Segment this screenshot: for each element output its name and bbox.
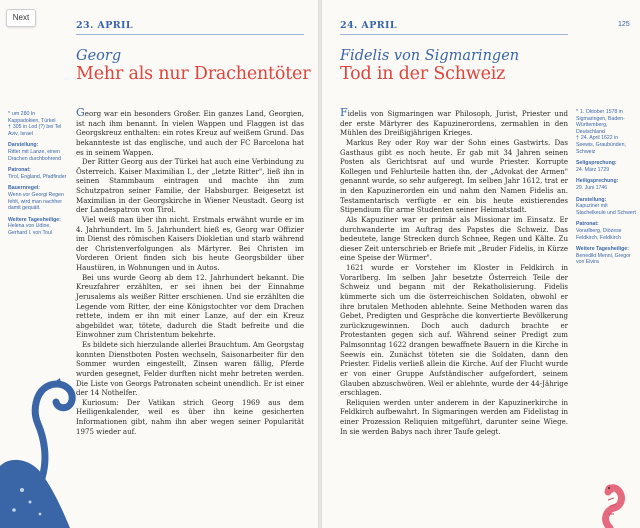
page-number-right: 125: [618, 21, 630, 28]
patronage-value: Tirol, England, Pfadfinder: [8, 173, 67, 180]
rule-label: Bauernregel:: [8, 185, 40, 192]
death-fact: 24. April 1622 in Seewis, Graubünden, Schweiz: [576, 135, 626, 155]
paragraph: Reliquien werden unter anderem in der Kapuzinerkirche in Feldkirch aufbewahrt. In Sigmaringen werden am Fidelistag in einer Prozession Reliquien mitgeführt, darunter seine Wiege. In sie werden Babys nach ihrer Taufe gelegt.: [340, 397, 568, 436]
cross-icon: †: [576, 135, 579, 142]
seahorse-icon: [0, 378, 96, 528]
more-saints-label: Weitere Tagesheilige:: [576, 246, 629, 253]
paragraph: Georg war ein besonders Großer. Ein ganzes Land, Georgien, ist nach ihm benannt. In vielen Wappen und Flaggen ist das Georgskreuz enthalten: ein rotes Kreuz auf weißem Grund. Das bekannteste ist das englische, und auch der FC Barcelona hat es in seinem Wappen.: [76, 106, 304, 157]
beatification-label: Seligsprechung:: [576, 160, 617, 167]
paragraph: Als Kapuziner war er primär als Missionar im Einsatz. Er durchwanderte im Auftrag des Papstes die Schweiz. Das bedeutete, lange Strecken durch Schnee, Regen und Kälte. Zu dieser Zeit unterschrieb er Briefe mit „Bruder Fidelis, in Kürze eine Speise der Würmer".: [340, 214, 568, 263]
depiction-value: Ritter mit Lanze, einen Drachen durchbohrend: [8, 148, 62, 162]
depiction-label: Darstellung:: [8, 142, 39, 149]
birth-icon: *: [576, 109, 579, 115]
birth-fact: 1. Oktober 1578 in Sigmaringen, Baden-Württemberg, Deutschland: [576, 109, 625, 135]
death-fact: 305 in Lod (?) bei Tel Aviv, Israel: [8, 124, 62, 137]
next-button[interactable]: Next: [6, 9, 36, 27]
paragraph: Es bildete sich hierzulande allerlei Brauchtum. Am Georgstag konnten Dienstboten Posten wechseln, Saisonarbeiter für den Sommer wurden eingestellt, Zinsen waren fällig, Pferde wurden gesegnet, Felder durften nicht mehr betreten werden. Die Liste von Georgs Patronaten scheint unendlich. Er ist einer der 14 Nothelfer.: [76, 340, 304, 398]
header-rule: [340, 34, 568, 35]
date-left: 23. APRIL: [76, 20, 133, 31]
headline-right: Tod in der Schweiz: [340, 64, 506, 84]
right-page: [322, 0, 640, 528]
more-saints-value: Benedikt Menni, Gregor von Elvira: [576, 252, 631, 266]
rule-value: Wenn vor Georgi Regen fehlt, wird man nachher damit gequält.: [8, 191, 64, 212]
depiction-value: Kapuziner mit Stachelkeule und Schwert: [576, 203, 636, 216]
paragraph: Der Ritter Georg aus der Türkei hat auch eine Verbindung zu Österreich. Kaiser Maximilian I., der „letzte Ritter", ließ ihn in seinen Stammbaum eintragen und machte ihn zum Schutzpatron seiner Familie, der Habsburger. Beigesetzt ist Maximilian in der Georgskirche in Wiener Neustadt. Georg ist der Landespatron von Tirol.: [76, 157, 304, 215]
patronage-label: Patronat:: [8, 167, 31, 174]
article-body-right: [340, 108, 568, 436]
left-page: [0, 0, 318, 528]
paragraph: Markus Rey oder Roy war der Sohn eines Gastwirts. Das Gasthaus gibt es noch heute. Er gab mit 34 Jahren seinen Posten als Gerichtsrat auf und wurde Priester. Korrupte Kollegen und Fehlurteile hatten ihn, der „Advokat der Armen" genannt wurde, so sehr aufgeregt. Im selben Jahr 1612, trat er in den Kapuzinerorden ein und nahm den Namen Fidelis an. Testamentarisch verfügte er ein bis heute existierendes Stipendium für arme Studenten seiner Heimatstadt.: [340, 137, 568, 215]
patronage-value: Vorarlberg, Diözese Feldkirch, Feldkirch: [576, 227, 622, 241]
paragraph: Fidelis von Sigmaringen war Philosoph, Jurist, Priester und der erste Märtyrer des Kapuzinerordens, zermahlen in den Mühlen des Dreißigjährigen Krieges.: [340, 106, 568, 138]
paragraph: 1621 wurde er Vorsteher im Kloster in Feldkirch in Vorarlberg. Im selben Jahr besetzte Österreich Teile der Schweiz und begann mit der Rekatholisierung. Fidelis kümmerte sich um die österreichischen Soldaten, obwohl er ihre brutalen Methoden ablehnte. Seine Methoden waren das Gebet, Predigten und Gespräche die konvertierte Bevölkerung zurückzugewinnen. Doch auch dadurch brachte er Protestanten gegen sich auf. Während seiner Predigt zum Palmsonntag 1622 drangen bewaffnete Bauern in die Kirche in Seewis ein. Zunächst töteten sie die Soldaten, dann den Priester. Fidelis verließ allein die Kirche. Auf der Flucht wurde er von einer Gruppe Aufständischer aufgefordert, seinem Glauben abzuschwören. Weil er ablehnte, wurde der 44-Jährige erschlagen.: [340, 263, 568, 398]
paragraph: Kuriosum: Der Vatikan strich Georg 1969 aus dem Heiligenkalender, weil es über ihn keine gesicherten Informationen gibt, nahm ihn aber wegen seiner Popularität 1975 wieder auf.: [76, 397, 304, 436]
cross-icon: †: [8, 124, 11, 131]
birth-fact: um 280 In Kappadokien, Türkei: [8, 111, 56, 124]
depiction-label: Darstellung:: [576, 196, 607, 203]
worm-icon: [588, 476, 634, 528]
saint-name-right: Fidelis von Sigmaringen: [340, 48, 520, 64]
birth-icon: *: [8, 111, 11, 117]
canonization-label: Heiligsprechung:: [576, 178, 619, 185]
more-saints-value: Helena von Udine, Gerhard I. von Toul: [8, 223, 53, 236]
beatification-value: 24. März 1729: [576, 166, 610, 173]
saint-name-left: Georg: [76, 48, 122, 64]
date-right: 24. APRIL: [340, 20, 397, 31]
patronage-label: Patronat:: [576, 221, 599, 228]
headline-left: Mehr als nur Drachentöter: [76, 64, 311, 84]
paragraph: Bei uns wurde Georg ab dem 12. Jahrhundert bekannt. Die Kreuzfahrer erzählten, er sei ihnen bei der Einnahme Jerusalems als weißer Ritter erschienen. Und sie erzählten die Legende vom Ritter, der eine Königstochter vor dem Drachen rettete, indem er ihn mit einer Lanze, auf der ein Kreuz abgebildet war, tötete, dadurch die Stadt befreite und die Einwohner zum Christentum bekehrte.: [76, 272, 304, 340]
sidebar-facts-left: [8, 111, 68, 237]
article-body-left: [76, 108, 304, 436]
sidebar-facts-right: [576, 109, 636, 266]
paragraph: Viel weiß man über ihn nicht. Erstmals erwähnt wurde er im 4. Jahrhundert. Im 5. Jahrhundert hieß es, Georg war Offizier im Dienst des römischen Kaisers Diokletian und starb während der Christenverfolgungen als Märtyrer. Bei Christen im Vorderen Orient finden sich bis heute Georgsbilder über Haustüren, in Wohnungen und in Autos.: [76, 214, 304, 272]
header-rule: [76, 34, 304, 35]
canonization-value: 29. Juni 1746: [576, 184, 608, 191]
more-saints-label: Weitere Tagesheilige:: [8, 216, 61, 223]
